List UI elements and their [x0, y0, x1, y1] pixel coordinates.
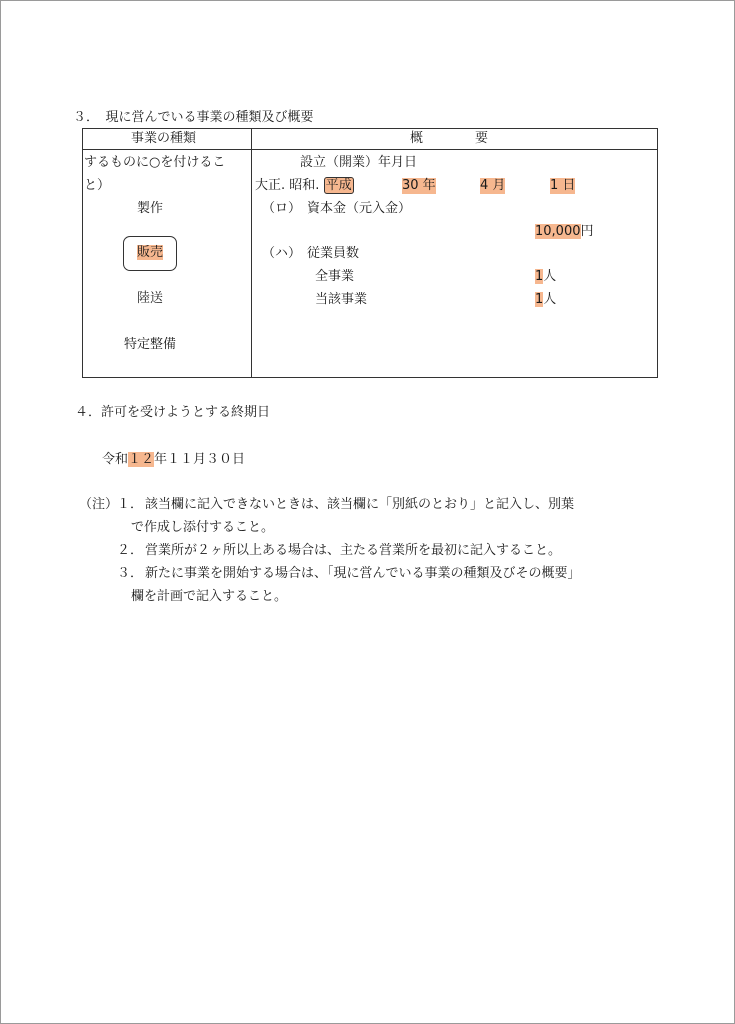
era-option-showa: 昭和 — [289, 178, 316, 193]
note-2-number: ２． — [117, 543, 144, 558]
section3-heading: ３． 現に営んでいる事業の種類及び概要 — [73, 110, 314, 125]
this-business-value: 1 — [535, 292, 544, 307]
this-business-count — [535, 292, 556, 308]
expiry-year-value: １２ — [128, 452, 155, 467]
column-header-summary: 概 要 — [410, 131, 489, 146]
all-business-unit: 人 — [543, 269, 557, 284]
capital-marker: （ロ） — [262, 201, 302, 216]
note-1-number: １． — [117, 497, 144, 512]
instruction-line-2: と） — [84, 178, 111, 193]
business-type-sales-label: 販売 — [137, 245, 164, 260]
note-3-line-1: 新たに事業を開始する場合は、「現に営んでいる事業の種類及びその概要」 — [145, 566, 581, 581]
all-business-value: 1 — [535, 269, 544, 284]
note-3-number: ３． — [117, 566, 144, 581]
establish-day: 1 日 — [550, 178, 576, 193]
expiry-era: 令和 — [102, 452, 129, 467]
this-business-label: 当該事業 — [315, 292, 368, 307]
expiry-rest: 年１１月３０日 — [154, 452, 246, 467]
expiry-date — [102, 452, 245, 468]
note-3-line-2: 欄を計画で記入すること。 — [131, 589, 288, 604]
era-option-heisei-selected[interactable]: 平成 — [325, 178, 352, 193]
notes-label: （注） — [79, 497, 119, 512]
establish-month: 4 月 — [480, 178, 506, 193]
section4-heading: ４．許可を受けようとする終期日 — [75, 405, 271, 420]
this-business-unit: 人 — [543, 292, 557, 307]
business-type-transport: 陸送 — [137, 291, 164, 306]
capital-label: 資本金（元入金） — [307, 201, 412, 216]
establishment-date-label: 設立（開業）年月日 — [300, 155, 418, 170]
employees-marker: （ハ） — [262, 246, 302, 261]
all-business-label: 全事業 — [315, 269, 355, 284]
all-business-count — [535, 269, 556, 285]
business-type-maintenance: 特定整備 — [124, 337, 177, 352]
establish-year: 30 年 — [402, 178, 436, 193]
business-type-manufacture: 製作 — [137, 201, 164, 216]
column-header-type: 事業の種類 — [131, 131, 197, 146]
note-2-line-1: 営業所が２ヶ所以上ある場合は、主たる営業所を最初に記入すること。 — [145, 543, 562, 558]
note-1-line-1: 該当欄に記入できないときは、該当欄に「別紙のとおり」と記入し、別葉 — [145, 497, 575, 512]
era-row: 大正. 昭和. 平成 — [255, 178, 352, 193]
era-option-taisho: 大正 — [255, 178, 282, 193]
note-1-line-2: で作成し添付すること。 — [131, 520, 275, 535]
business-type-sales[interactable] — [137, 245, 163, 261]
capital-amount — [535, 224, 594, 240]
instruction-line-1: するものに○を付けるこ — [84, 155, 226, 170]
employees-label: 従業員数 — [307, 246, 360, 261]
capital-unit: 円 — [580, 224, 594, 239]
capital-value: 10,000 — [535, 224, 581, 239]
